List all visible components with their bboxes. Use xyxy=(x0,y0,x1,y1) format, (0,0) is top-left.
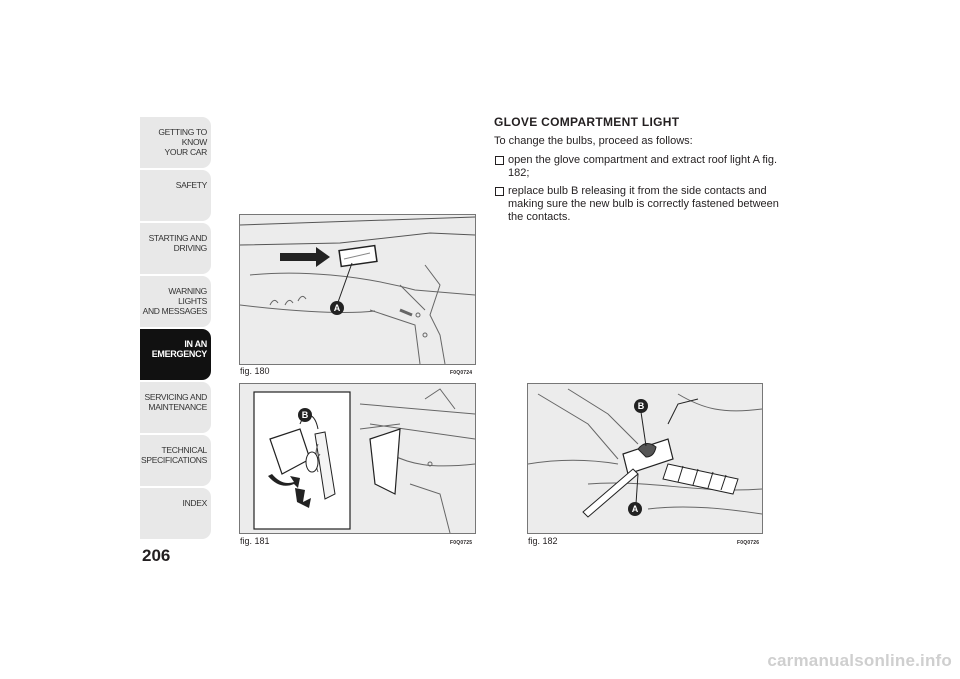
checkbox-bullet-icon xyxy=(495,187,504,196)
tab-safety[interactable]: SAFETY xyxy=(140,170,211,221)
figure-181-illustration xyxy=(240,384,475,533)
tab-in-an-emergency[interactable]: IN AN EMERGENCY xyxy=(140,329,211,380)
figure-182-callout-a: A xyxy=(628,502,642,516)
figure-182 xyxy=(527,383,763,534)
figure-181-label: fig. 181 xyxy=(240,536,270,546)
figure-181 xyxy=(239,383,476,534)
figure-180-callout-a: A xyxy=(330,301,344,315)
watermark: carmanualsonline.info xyxy=(767,651,952,670)
step-text: replace bulb B releasing it from the side contacts and making sure the new bulb is correctly fastened between the contacts. xyxy=(508,185,779,223)
page-number: 206 xyxy=(142,546,171,565)
figure-182-callout-b: B xyxy=(634,399,648,413)
step-item xyxy=(494,154,784,180)
step-item xyxy=(494,185,784,224)
figure-181-callout-b: B xyxy=(298,408,312,422)
section-heading: GLOVE COMPARTMENT LIGHT xyxy=(494,115,680,129)
figure-182-label: fig. 182 xyxy=(528,536,558,546)
tab-warning-lights[interactable]: WARNING LIGHTS AND MESSAGES xyxy=(140,276,211,327)
step-text: open the glove compartment and extract roof light A fig. 182; xyxy=(508,154,778,179)
step-list xyxy=(494,154,784,229)
section-intro: To change the bulbs, proceed as follows: xyxy=(494,135,693,147)
checkbox-bullet-icon xyxy=(495,156,504,165)
figure-180 xyxy=(239,214,476,365)
tab-starting-driving[interactable]: STARTING AND DRIVING xyxy=(140,223,211,274)
figure-182-code: F0Q0726 xyxy=(737,540,760,546)
figure-180-illustration xyxy=(240,215,475,364)
section-nav xyxy=(140,117,211,541)
figure-180-code: F0Q0724 xyxy=(450,370,473,376)
tab-servicing-maintenance[interactable]: SERVICING AND MAINTENANCE xyxy=(140,382,211,433)
tab-getting-to-know[interactable]: GETTING TO KNOW YOUR CAR xyxy=(140,117,211,168)
tab-technical-specifications[interactable]: TECHNICAL SPECIFICATIONS xyxy=(140,435,211,486)
figure-181-code: F0Q0725 xyxy=(450,540,473,546)
tab-index[interactable]: INDEX xyxy=(140,488,211,539)
figure-180-label: fig. 180 xyxy=(240,366,270,376)
